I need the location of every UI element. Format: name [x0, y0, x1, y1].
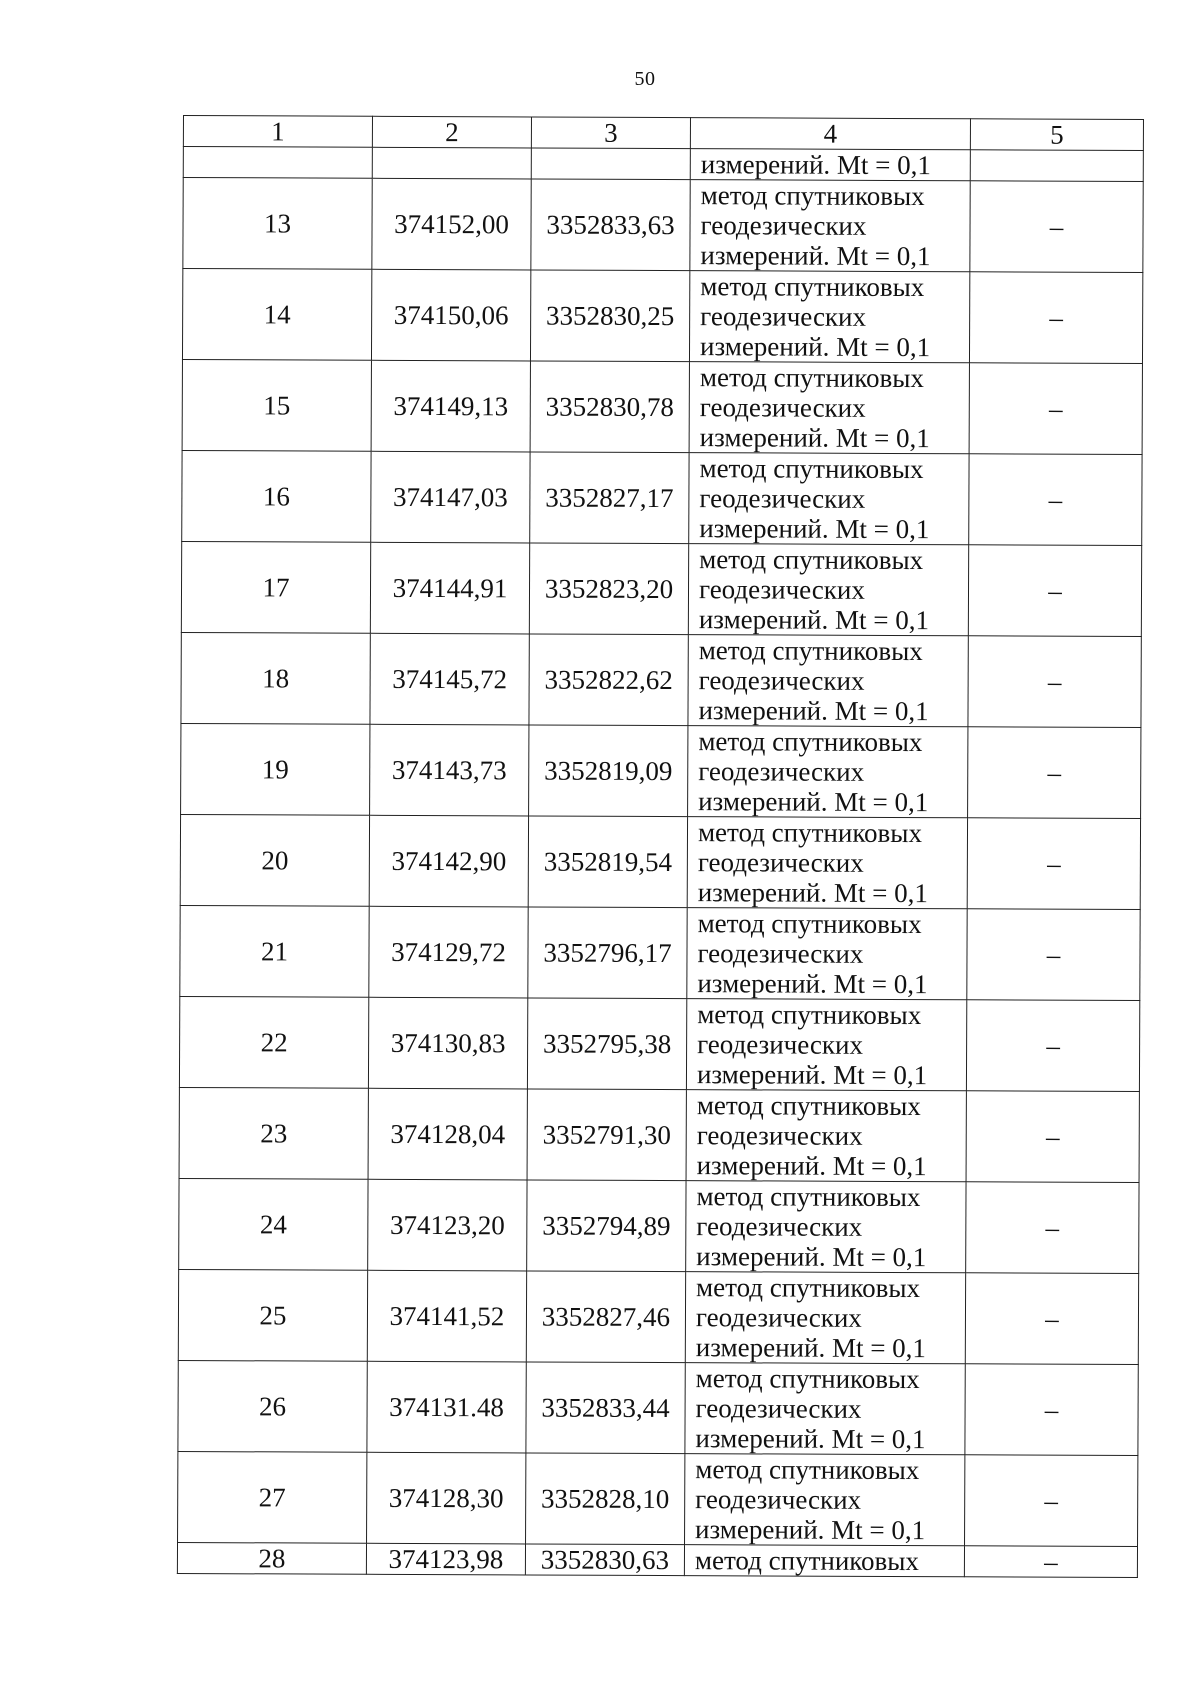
cell-description: –: [965, 1273, 1138, 1365]
table-row: [181, 541, 1141, 636]
cell-point-number: 18: [181, 632, 370, 724]
cell-x-coordinate: 374130,83: [368, 997, 527, 1089]
method-text-line: метод спутниковых: [700, 180, 925, 212]
cell-point-number: 15: [182, 359, 371, 451]
cell-x-coordinate: 374147,03: [371, 451, 530, 543]
cell-description: –: [967, 909, 1140, 1001]
method-text-line: измерений. Mt = 0,1: [698, 786, 929, 818]
table-row: [182, 359, 1142, 454]
cell-y-coordinate: 3352833,63: [531, 179, 690, 271]
cell-point-number: 28: [177, 1542, 366, 1574]
cell-y-coordinate: 3352823,20: [529, 543, 688, 635]
cell-description: –: [964, 1546, 1137, 1578]
cell-x-coordinate: 374128,30: [367, 1452, 526, 1544]
table-row: [181, 723, 1141, 818]
cell-point-number: 20: [180, 814, 369, 906]
method-text-line: измерений. Mt = 0,1: [696, 1150, 927, 1182]
cell-y-coordinate: [531, 148, 690, 180]
cell-description: –: [970, 181, 1143, 273]
method-text-line: метод спутниковых: [699, 453, 924, 485]
column-header-4: 4: [690, 118, 970, 150]
cell-point-number: 19: [181, 723, 370, 815]
page-number: 50: [634, 68, 656, 90]
cell-y-coordinate: 3352828,10: [526, 1453, 685, 1545]
cell-y-coordinate: 3352795,38: [527, 998, 686, 1090]
method-text-line: геодезических: [695, 1302, 862, 1333]
cell-y-coordinate: 3352794,89: [527, 1180, 686, 1272]
cell-description: –: [969, 454, 1142, 546]
method-text-line: измерений. Mt = 0,1: [695, 1332, 927, 1364]
cell-description: –: [967, 818, 1140, 910]
method-text-line: измерений. Mt = 0,1: [699, 422, 930, 454]
method-text-line: метод спутниковых: [696, 1090, 921, 1122]
method-text-line: геодезических: [697, 847, 864, 878]
method-text-line: измерений. Mt = 0,1: [700, 240, 931, 272]
method-text-line: метод спутниковых: [697, 817, 923, 849]
table-row: [180, 814, 1140, 909]
table-row: [179, 996, 1139, 1091]
method-text-line: измерений. Mt = 0,1: [697, 968, 928, 1000]
cell-y-coordinate: 3352819,54: [528, 816, 687, 908]
cell-point-number: 23: [179, 1087, 368, 1179]
continuation-row: [183, 147, 1143, 182]
cell-method: [689, 453, 969, 545]
column-header-1: 1: [183, 116, 372, 148]
cell-method: [686, 999, 966, 1091]
cell-description: –: [966, 1000, 1139, 1092]
cell-x-coordinate: 374152,00: [372, 178, 531, 270]
coordinates-table: [177, 115, 1144, 1578]
method-text-line: метод спутниковых: [700, 271, 925, 303]
cell-point-number: 14: [182, 269, 371, 361]
cell-y-coordinate: 3352822,62: [529, 634, 688, 726]
cell-x-coordinate: 374123,98: [366, 1543, 525, 1575]
cell-description: –: [968, 636, 1141, 728]
cell-y-coordinate: 3352827,17: [530, 452, 689, 544]
method-text-line: измерений. Mt = 0,1: [698, 604, 930, 636]
cell-x-coordinate: 374131.48: [367, 1361, 526, 1453]
cell-method: [685, 1363, 965, 1455]
table-row: [178, 1360, 1138, 1455]
method-text-line: метод спутниковых: [696, 1181, 921, 1213]
method-text-line: геодезических: [697, 1029, 864, 1060]
cell-point-number: 17: [181, 541, 370, 633]
method-text-line: геодезических: [700, 301, 867, 332]
cell-x-coordinate: 374144,91: [370, 542, 529, 634]
table-row: [181, 632, 1141, 727]
cell-method: [690, 180, 970, 272]
method-text-line: метод спутниковых: [698, 726, 923, 758]
cell-point-number: 21: [180, 905, 369, 997]
cell-point-number: 27: [178, 1451, 367, 1543]
cell-point-number: 13: [183, 178, 372, 270]
cell-description: –: [969, 272, 1142, 364]
method-text-line: метод спутниковых: [695, 1363, 920, 1395]
cell-method: [687, 908, 967, 1000]
table-header-row: [183, 116, 1143, 151]
cell-y-coordinate: 3352796,17: [528, 907, 687, 999]
cell-x-coordinate: [372, 147, 531, 179]
method-text-line: метод спутниковых: [695, 1454, 920, 1486]
cell-y-coordinate: 3352827,46: [526, 1271, 685, 1363]
cell-method: [686, 1090, 966, 1182]
cell-description: –: [966, 1182, 1139, 1274]
cell-y-coordinate: 3352833,44: [526, 1362, 685, 1454]
cell-x-coordinate: 374149,13: [371, 360, 530, 452]
cell-x-coordinate: 374141,52: [367, 1270, 526, 1362]
cell-description: –: [969, 363, 1142, 455]
column-header-3: 3: [531, 117, 690, 149]
method-text-line: геодезических: [698, 665, 865, 696]
method-text-line: метод спутниковых: [698, 635, 923, 667]
cell-method: [686, 1181, 966, 1273]
method-text-line: измерений. Mt = 0,1: [699, 513, 930, 545]
table-row: [182, 269, 1142, 364]
cell-description: –: [966, 1091, 1139, 1183]
cell-x-coordinate: 374143,73: [370, 724, 529, 816]
table-row: [178, 1451, 1138, 1546]
cell-method: [685, 1454, 965, 1546]
cell-method: измерений. Mt = 0,1: [690, 149, 970, 181]
method-text-line: измерений. Mt = 0,1: [695, 1423, 926, 1455]
cell-x-coordinate: 374150,06: [371, 269, 530, 361]
cell-method: [685, 1272, 965, 1364]
cell-x-coordinate: 374123,20: [368, 1179, 527, 1271]
table-row: [179, 1087, 1139, 1182]
table-row-last: [177, 1542, 1137, 1577]
table-row: [180, 905, 1140, 1000]
cell-point-number: 25: [178, 1269, 367, 1361]
method-text-line: геодезических: [696, 1211, 863, 1242]
cell-description: –: [965, 1364, 1138, 1456]
cell-x-coordinate: 374145,72: [370, 633, 529, 725]
method-text-line: измерений. Mt = 0,1: [696, 1059, 928, 1091]
cell-x-coordinate: 374129,72: [369, 906, 528, 998]
cell-point-number: 22: [179, 996, 368, 1088]
cell-point-number: 24: [179, 1178, 368, 1270]
method-text-line: геодезических: [695, 1484, 862, 1515]
method-text-line: геодезических: [695, 1393, 862, 1424]
cell-description: –: [968, 727, 1141, 819]
method-text-line: измерений. Mt = 0,1: [696, 1241, 927, 1273]
cell-method: [689, 271, 969, 363]
method-text-line: метод спутниковых: [699, 544, 924, 576]
cell-y-coordinate: 3352830,25: [530, 270, 689, 362]
cell-method: [687, 817, 967, 909]
cell-y-coordinate: 3352819,09: [529, 725, 688, 817]
method-text-line: геодезических: [699, 392, 866, 423]
column-header-2: 2: [372, 116, 531, 148]
cell-x-coordinate: 374142,90: [369, 815, 528, 907]
method-text-line: измерений. Mt = 0,1: [697, 877, 928, 909]
table-row: [178, 1269, 1138, 1364]
column-header-5: 5: [970, 119, 1143, 151]
cell-description: –: [968, 545, 1141, 637]
method-text-line: метод спутниковых: [697, 908, 922, 940]
cell-description: –: [965, 1455, 1138, 1547]
method-text-line: метод спутниковых: [699, 362, 924, 394]
cell-method: [688, 544, 968, 636]
method-text-line: метод спутниковых: [697, 999, 922, 1031]
method-text-line: геодезических: [699, 483, 866, 514]
cell-y-coordinate: 3352830,63: [525, 1544, 684, 1576]
cell-point-number: 16: [182, 450, 371, 542]
cell-method: [689, 362, 969, 454]
cell-description: [970, 150, 1143, 182]
cell-x-coordinate: 374128,04: [368, 1088, 527, 1180]
method-text-line: геодезических: [700, 210, 867, 241]
method-text-line: геодезических: [697, 938, 864, 969]
table-row: [182, 450, 1142, 545]
cell-method: [688, 635, 968, 727]
cell-y-coordinate: 3352830,78: [530, 361, 689, 453]
method-text-line: геодезических: [698, 756, 865, 787]
cell-method: метод спутниковых: [684, 1545, 964, 1577]
method-text-line: метод спутниковых: [696, 1272, 921, 1304]
method-text-line: геодезических: [698, 574, 865, 605]
cell-y-coordinate: 3352791,30: [527, 1089, 686, 1181]
cell-point-number: [183, 147, 372, 179]
method-text-line: геодезических: [696, 1120, 863, 1151]
table-row: [183, 178, 1143, 273]
method-text-line: измерений. Mt = 0,1: [695, 1514, 926, 1546]
table-row: [179, 1178, 1139, 1273]
cell-method: [688, 726, 968, 818]
method-text-line: измерений. Mt = 0,1: [699, 331, 931, 363]
cell-point-number: 26: [178, 1360, 367, 1452]
method-text-line: измерений. Mt = 0,1: [698, 695, 929, 727]
